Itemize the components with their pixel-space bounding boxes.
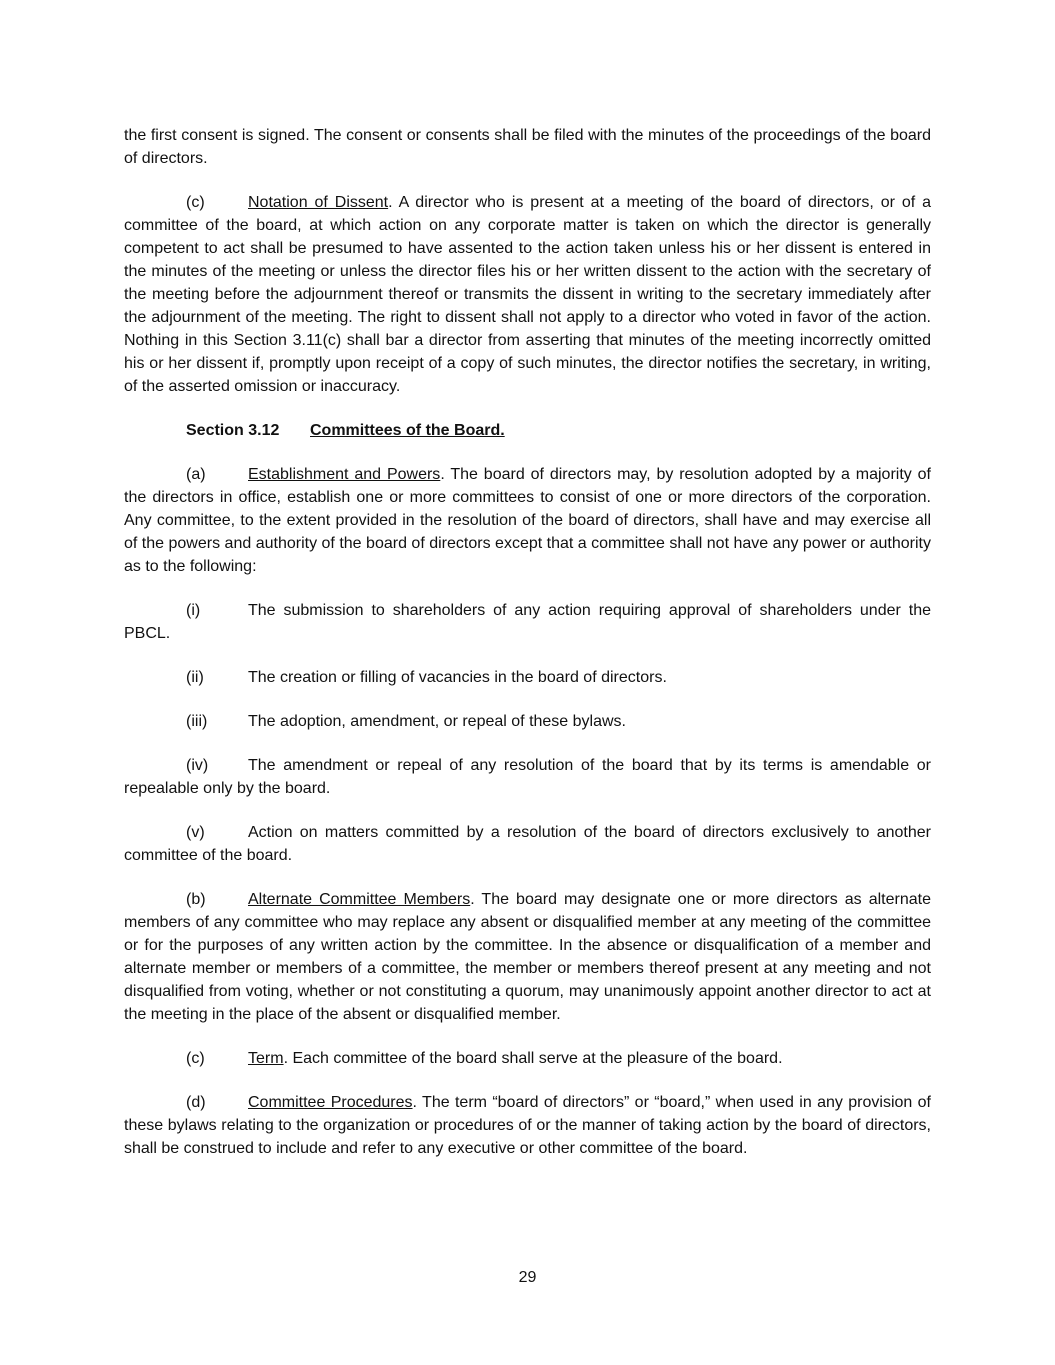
paragraph-text: . Each committee of the board shall serve at the pleasure of the board. (283, 1050, 783, 1067)
list-item-label: (iii) (186, 713, 208, 730)
paragraph-text: . The board of directors may, by resolution adopted by a majority of the directors in office, establish one or more committees to consist of one or more directors of the corporation. Any committee, to the extent provided in the resolution of the board of directors, shall have and may exercise all of the powers and authority of the board of directors except that a committee shall not have any power or authority as to the following: (124, 466, 931, 575)
list-item-v (124, 821, 931, 867)
paragraph-title: Alternate Committee Members (248, 891, 471, 908)
section-number: Section 3.12 (186, 422, 280, 439)
page-number: 29 (518, 1269, 537, 1286)
paragraph-title: Term (248, 1050, 284, 1067)
paragraph-label: (c) (186, 1050, 205, 1067)
paragraph-title: Establishment and Powers (248, 466, 441, 483)
paragraph-c-notation-of-dissent (124, 191, 931, 398)
paragraph-b-alternate-members (124, 888, 931, 1026)
paragraph-title: Notation of Dissent (248, 194, 389, 211)
list-item-label: (ii) (186, 669, 204, 686)
carryover-paragraph: the first consent is signed. The consent or consents shall be filed with the minutes of the proceedings of the board of directors. (124, 127, 931, 167)
document-body (124, 124, 931, 1181)
list-item-iii (124, 710, 931, 733)
list-item-text: Action on matters committed by a resolution of the board of directors exclusively to another committee of the board. (124, 824, 931, 864)
paragraph-text: . The term “board of directors” or “board,” when used in any provision of these bylaws relating to the organization or procedures of or the manner of taking action by the board of directors, shall be construed to include and refer to any executive or other committee of the board. (124, 1094, 931, 1157)
paragraph-label: (d) (186, 1094, 206, 1111)
list-item-text: The submission to shareholders of any action requiring approval of shareholders under the PBCL. (124, 602, 931, 642)
list-item-ii (124, 666, 931, 689)
list-item-label: (i) (186, 602, 201, 619)
list-item-i (124, 599, 931, 645)
section-title: Committees of the Board. (310, 422, 505, 439)
list-item-text: The amendment or repeal of any resolution of the board that by its terms is amendable or repealable only by the board. (124, 757, 931, 797)
paragraph-a-establishment (124, 463, 931, 578)
paragraph-label: (a) (186, 466, 206, 483)
section-heading (124, 419, 931, 442)
paragraph-c-term (124, 1047, 931, 1070)
paragraph-title: Committee Procedures (248, 1094, 413, 1111)
list-item-label: (v) (186, 824, 205, 841)
paragraph-label: (c) (186, 194, 205, 211)
paragraph-text: . A director who is present at a meeting of the board of directors, or of a committee of the board, at which action on any corporate matter is taken on which the director is generally competent to act shall be presumed to have assented to the action taken unless his or her dissent is entered in the minutes of the meeting or unless the director files his or her written dissent to the action with the secretary of the meeting before the adjournment thereof or transmits the dissent in writing to the secretary immediately after the adjournment of the meeting. The right to dissent shall not apply to a director who voted in favor of the action. Nothing in this Section 3.11(c) shall bar a director from asserting that minutes of the meeting incorrectly omitted his or her dissent if, promptly upon receipt of a copy of such minutes, the director notifies the secretary, in writing, of the asserted omission or inaccuracy. (124, 194, 931, 395)
list-item-text: The adoption, amendment, or repeal of these bylaws. (248, 713, 626, 730)
paragraph-d-procedures (124, 1091, 931, 1160)
paragraph-label: (b) (186, 891, 206, 908)
list-item-iv (124, 754, 931, 800)
list-item-label: (iv) (186, 757, 209, 774)
list-item-text: The creation or filling of vacancies in the board of directors. (248, 669, 667, 686)
paragraph-text: . The board may designate one or more directors as alternate members of any committee who may replace any absent or disqualified member at any meeting of the committee or for the purposes of any written action by the committee. In the absence or disqualification of a member and alternate member or members of a committee, the member or members thereof present at any meeting and not disqualified from voting, whether or not constituting a quorum, may unanimously appoint another director to act at the meeting in the place of the absent or disqualified member. (124, 891, 931, 1023)
